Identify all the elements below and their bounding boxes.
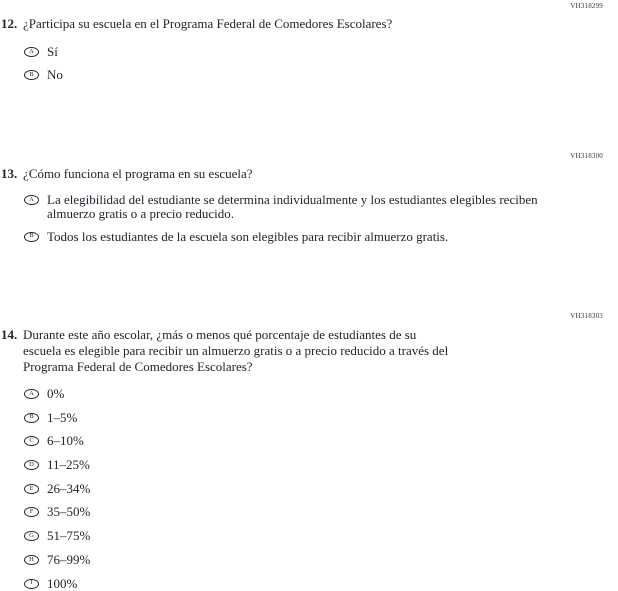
answer-option-label — [47, 482, 90, 496]
answer-option-line: No — [47, 67, 63, 82]
radio-oval-icon[interactable]: D — [24, 460, 39, 470]
answer-option-line: 100% — [47, 575, 78, 591]
answer-option[interactable] — [24, 230, 612, 244]
answer-option-line: 0% — [47, 386, 65, 401]
answer-option[interactable] — [24, 553, 612, 567]
question-number: 12. — [1, 16, 18, 31]
answer-option-line: Todos los estudiantes de la escuela son elegibles para recibir almuerzo gratis. — [47, 228, 449, 244]
question-number: 13. — [1, 166, 18, 181]
question-row — [0, 166, 618, 182]
answer-option-label — [47, 434, 84, 448]
answer-option-line: La elegibilidad del estudiante se determina individualmente y los estudiantes elegibles reciben — [47, 192, 538, 207]
accession-code: VH318303 — [570, 312, 603, 320]
answer-option-label — [47, 45, 58, 59]
answer-options — [24, 387, 612, 590]
question-text: ¿Cómo funciona el programa en su escuela? — [23, 166, 253, 181]
radio-oval-icon[interactable]: C — [24, 436, 39, 446]
radio-oval-icon[interactable]: B — [24, 413, 39, 423]
answer-option[interactable] — [24, 411, 612, 425]
question-row — [0, 327, 618, 375]
answer-option[interactable] — [24, 45, 612, 59]
answer-option-line: 6–10% — [47, 433, 84, 449]
answer-option-label — [47, 230, 448, 244]
answer-option-line: 1–5% — [47, 409, 78, 425]
question-text-line: Programa Federal de Comedores Escolares? — [23, 359, 253, 374]
radio-oval-icon[interactable]: A — [24, 47, 39, 57]
answer-option-label — [47, 553, 90, 567]
answer-option-line: 11–25% — [47, 457, 90, 473]
question-text — [23, 327, 493, 375]
answer-option-label — [47, 193, 538, 220]
answer-option-line: 51–75% — [47, 528, 91, 544]
answer-options — [24, 193, 612, 243]
radio-oval-icon[interactable]: G — [24, 531, 39, 541]
answer-option[interactable] — [24, 193, 612, 220]
question-text-line: Durante este año escolar, ¿más o menos qué porcentaje de estudiantes de su — [23, 327, 417, 342]
accession-code: VH318299 — [570, 2, 603, 10]
answer-option[interactable] — [24, 482, 612, 496]
answer-option-line: almuerzo gratis o a precio reducido. — [47, 205, 234, 221]
answer-option-line: 76–99% — [47, 551, 91, 567]
answer-option[interactable] — [24, 458, 612, 472]
answer-options — [24, 45, 612, 82]
question-number: 14. — [1, 327, 18, 342]
answer-option-line: 26–34% — [47, 480, 91, 496]
answer-option-label — [47, 458, 90, 472]
radio-oval-icon[interactable]: H — [24, 555, 39, 565]
radio-oval-icon[interactable]: E — [24, 484, 39, 494]
answer-option-label — [47, 387, 64, 401]
answer-option-label — [47, 577, 77, 591]
answer-option[interactable] — [24, 387, 612, 401]
answer-option-label — [47, 529, 90, 543]
radio-oval-icon[interactable]: F — [24, 507, 39, 517]
accession-code: VH318300 — [570, 152, 603, 160]
answer-option-label — [47, 505, 90, 519]
radio-oval-icon[interactable]: B — [24, 70, 39, 80]
radio-oval-icon[interactable]: B — [24, 232, 39, 242]
question-text: ¿Participa su escuela en el Programa Federal de Comedores Escolares? — [23, 16, 393, 31]
answer-option-line: 35–50% — [47, 504, 91, 520]
radio-oval-icon[interactable]: I — [24, 579, 39, 589]
radio-oval-icon[interactable]: A — [24, 195, 39, 205]
answer-option[interactable] — [24, 577, 612, 591]
answer-option-line: Sí — [47, 44, 58, 59]
radio-oval-icon[interactable]: A — [24, 389, 39, 399]
answer-option-label — [47, 411, 77, 425]
answer-option-label — [47, 68, 63, 82]
answer-option[interactable] — [24, 434, 612, 448]
answer-option[interactable] — [24, 529, 612, 543]
question-text-line: escuela es elegible para recibir un almuerzo gratis o a precio reducido a través del — [23, 343, 449, 358]
answer-option[interactable] — [24, 68, 612, 82]
question-row — [0, 16, 618, 32]
answer-option[interactable] — [24, 505, 612, 519]
